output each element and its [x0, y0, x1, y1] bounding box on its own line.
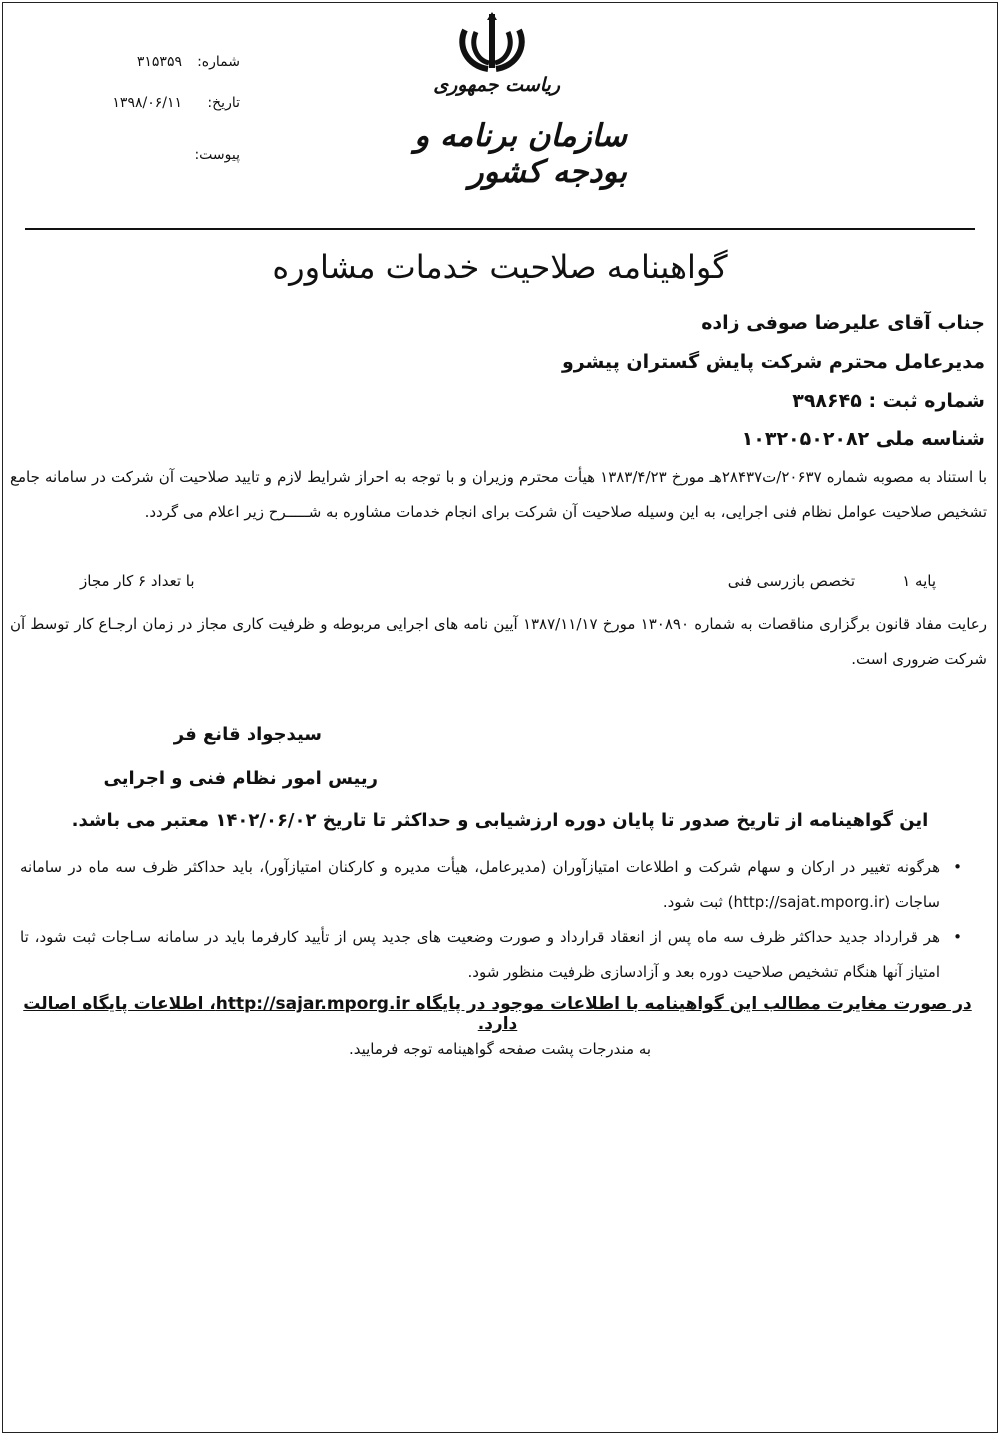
- grade-specialty: تخصص بازرسی فنی: [727, 572, 855, 590]
- letter-attachment: پیوست:: [194, 147, 240, 163]
- presidency-logotype: ریاست جمهوری: [433, 74, 560, 96]
- header-divider: [25, 228, 975, 230]
- letter-number: شماره: ۳۱۵۳۵۹: [136, 54, 240, 70]
- body-paragraph: با استناد به مصوبه شماره ۲۰۶۳۷/ت۲۸۴۳۷هـ مورخ ۱۳۸۳/۴/۲۳ هیأت محترم وزیران و با توجه به احراز شرایط لازم و تایید صلاحیت آن شرکت در سامانه جامع تشخیص صلاحیت عوامل نظام فنی اجرایی، به این وسیله صلاحیت آن شرکت برای انجام خدمات مشاوره به شـــــرح زیر اعلام می گردد.: [10, 468, 987, 521]
- footer-note: به مندرجات پشت صفحه گواهینامه توجه فرمایید.: [348, 1040, 652, 1058]
- recipient-name: جناب آقای علیرضا صوفی زاده: [701, 312, 985, 334]
- certificate-title: گواهینامه صلاحیت خدمات مشاوره: [272, 248, 728, 286]
- list-item: • هرگونه تغییر در ارکان و سهام شرکت و اطلاعات امتیازآوران (مدیرعامل، هیأت مدیره و کارکنان امتیازآور)، باید حداکثر ظرف سه ماه در سامانه ساجات (http://sajat.mporg.ir) ثبت شود.: [20, 850, 940, 920]
- validity-statement: این گواهینامه از تاریخ صدور تا پایان دوره ارزشیابی و حداکثر تا تاریخ ۱۴۰۲/۰۶/۰۲ معتبر می باشد.: [71, 810, 929, 831]
- signatory-title: رییس امور نظام فنی و اجرایی: [103, 768, 378, 789]
- organization-logotype: سازمان برنامه و بودجه کشور: [414, 118, 627, 190]
- bullet-icon: •: [953, 928, 962, 946]
- signatory-name: سیدجواد قانع فر: [173, 724, 322, 745]
- grade-level: پایه ۱: [902, 572, 936, 590]
- authenticity-warning: در صورت مغایرت مطالب این گواهینامه با اطلاعات موجود در پایگاه http://sajar.mporg.ir، اطلاعات پایگاه اصالت دارد.: [23, 994, 972, 1034]
- bullet-icon: •: [953, 858, 962, 876]
- compliance-paragraph: رعایت مفاد قانون برگزاری مناقصات به شماره ۱۳۰۸۹۰ مورخ ۱۳۸۷/۱۱/۱۷ آیین نامه های اجرایی مربوطه و ظرفیت کاری مجاز در زمان ارجـاع کار توسط آن شرکت ضروری است.: [10, 615, 987, 668]
- iran-emblem-icon: [455, 12, 529, 72]
- page-border: [2, 2, 998, 1433]
- national-id: شناسه ملی ۱۰۳۲۰۵۰۲۰۸۲: [741, 428, 985, 450]
- list-item: • هر قرارداد جدید حداکثر ظرف سه ماه پس از انعقاد قرارداد و صورت وضعیت های جدید پس از تأیید کارفرما باید در سامانه سـاجات ثبت شود، تا امتیاز آنها هنگام تشخیص صلاحیت دوره بعد و آزادسازی ظرفیت منظور شود.: [20, 920, 940, 990]
- grade-capacity: با تعداد ۶ کار مجاز: [80, 572, 195, 590]
- letter-date: تاریخ: ۱۳۹۸/۰۶/۱۱: [112, 95, 240, 111]
- registration-number: شماره ثبت : ۳۹۸۶۴۵: [792, 390, 985, 412]
- recipient-position: مدیرعامل محترم شرکت پایش گستران پیشرو: [561, 351, 985, 373]
